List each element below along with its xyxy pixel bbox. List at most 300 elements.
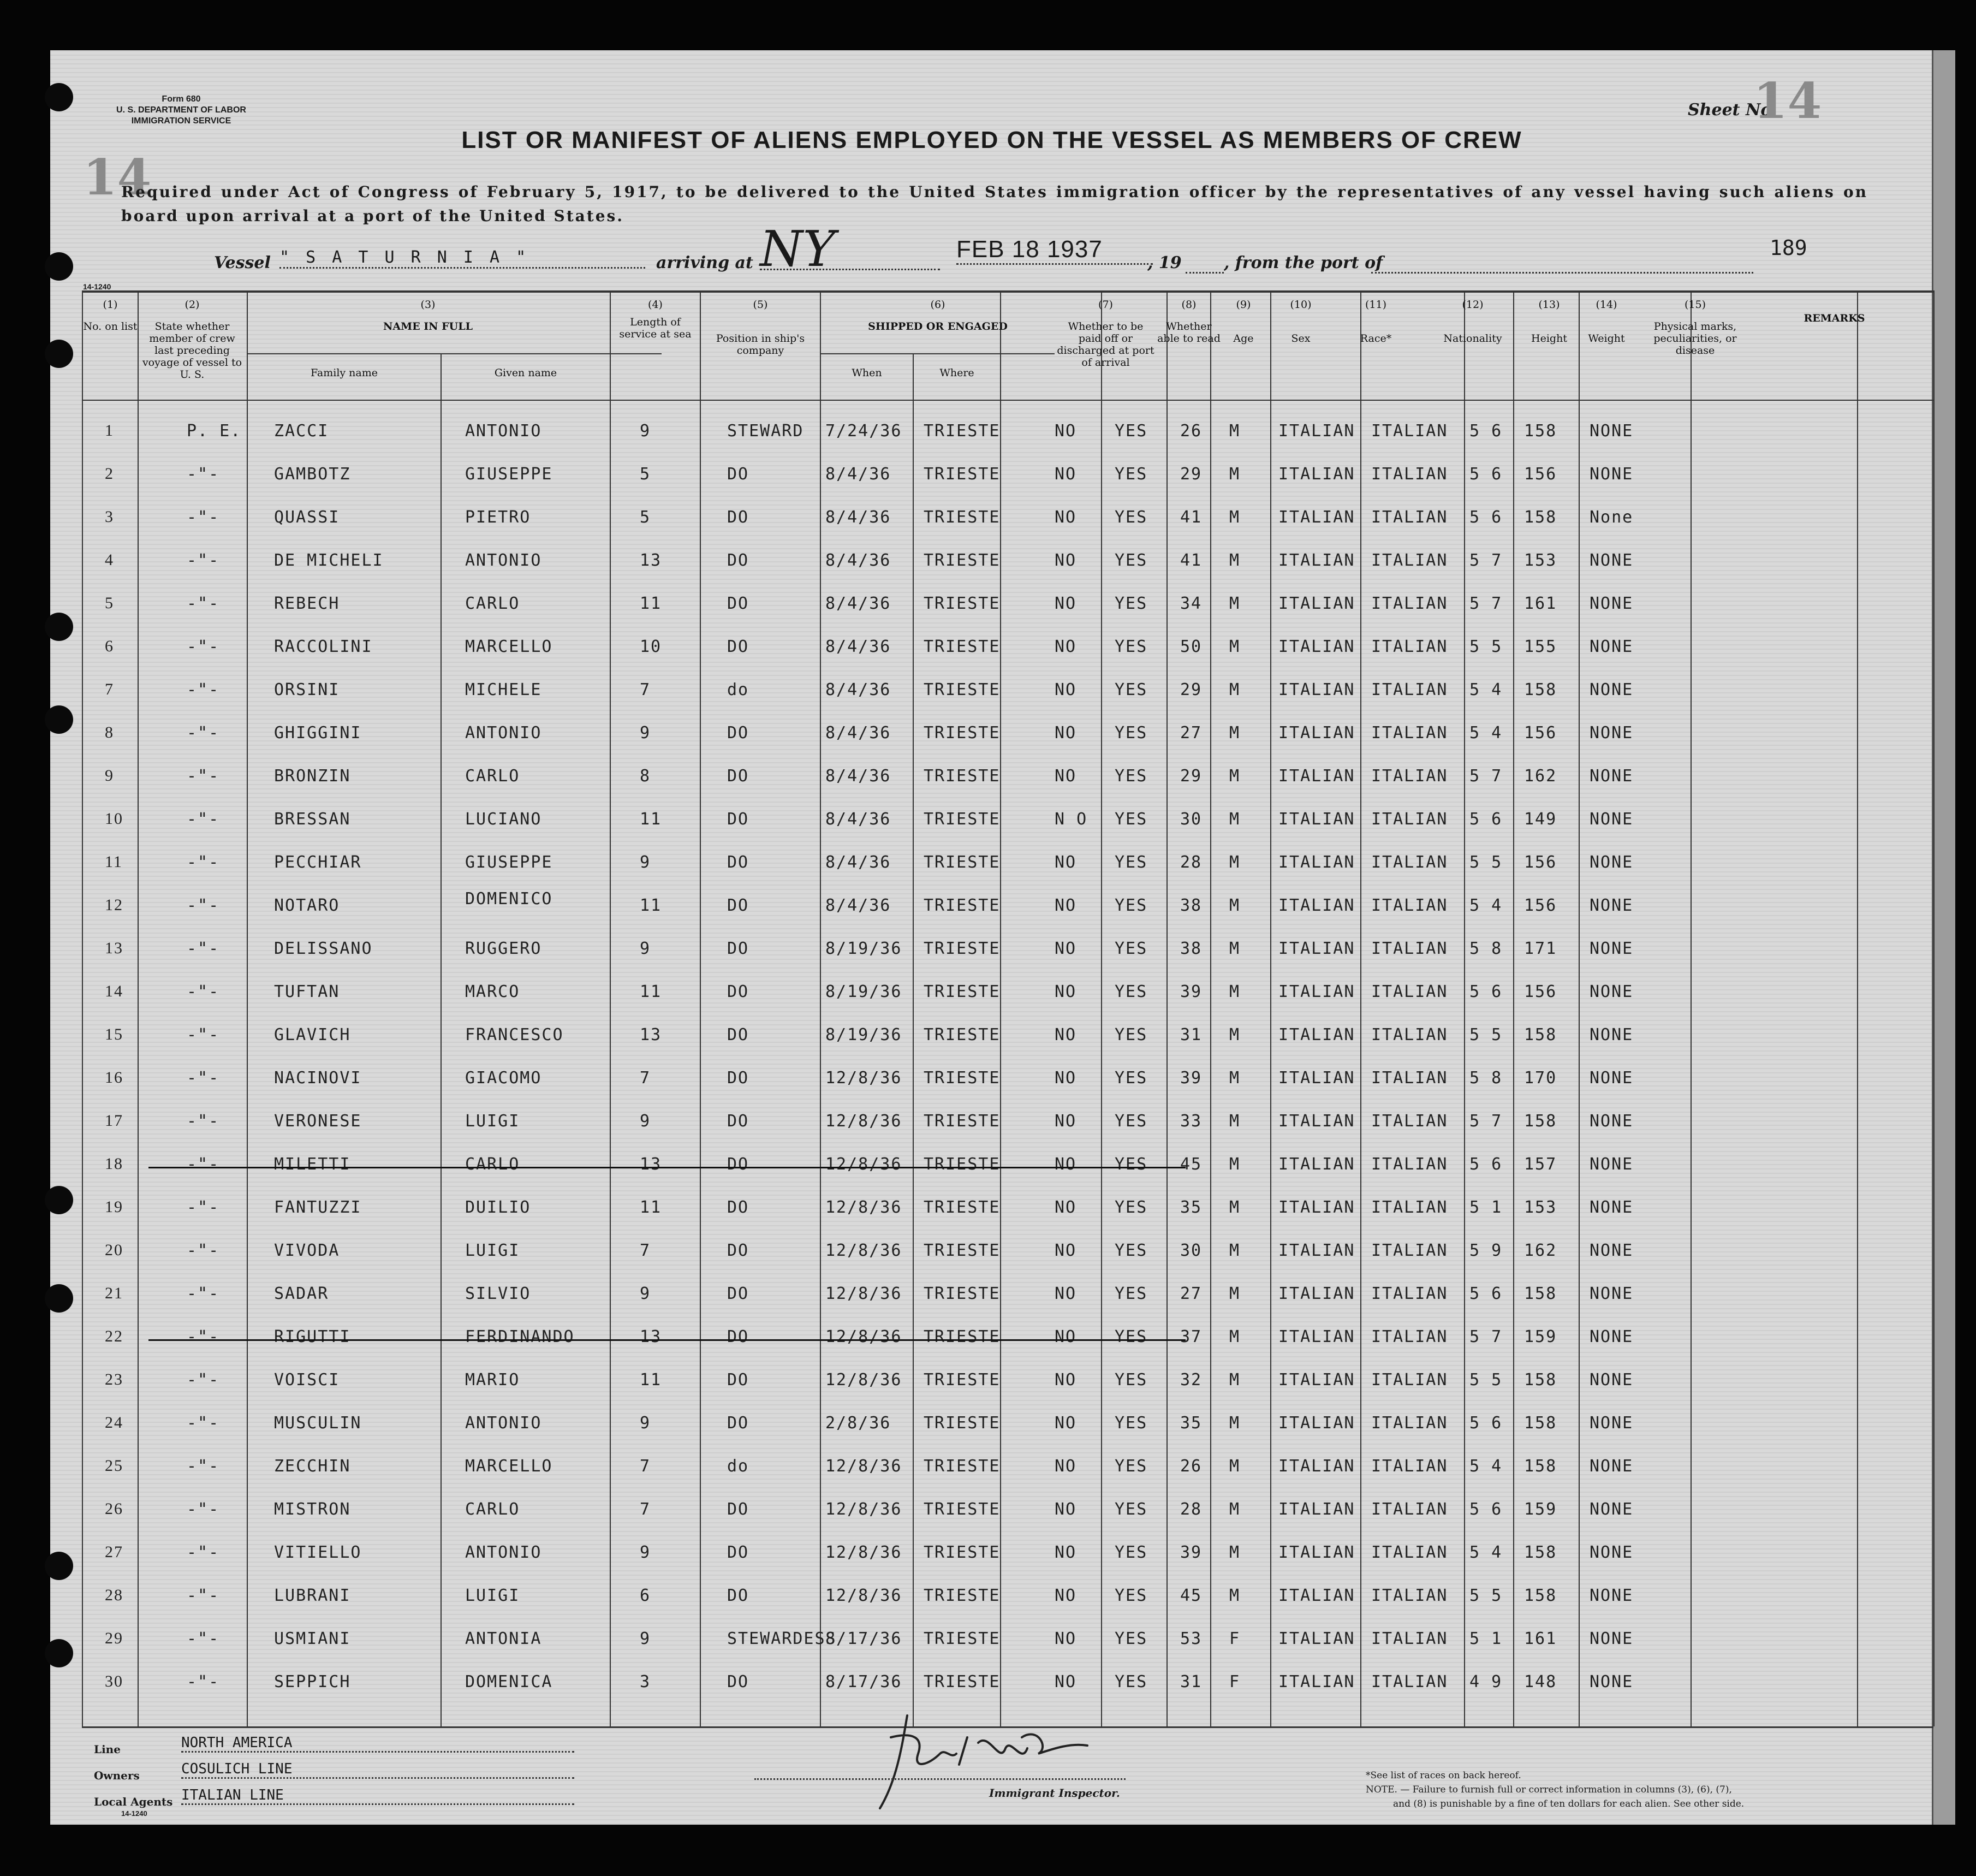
cell-family-name: ORSINI bbox=[274, 680, 340, 699]
cell-length-of-service: 9 bbox=[640, 853, 651, 872]
cell-sex: M bbox=[1229, 637, 1241, 656]
cell-length-of-service: 9 bbox=[640, 939, 651, 958]
cell-able-to-read: YES bbox=[1115, 1327, 1148, 1346]
col-rule bbox=[1857, 290, 1858, 1726]
cell-position: DO bbox=[727, 1112, 749, 1131]
cell-race: ITALIAN bbox=[1278, 551, 1355, 570]
cell-position: DO bbox=[727, 1500, 749, 1519]
col-rule bbox=[1360, 290, 1361, 1726]
cell-row-number: 3 bbox=[105, 508, 114, 526]
cell-row-number: 11 bbox=[105, 853, 123, 871]
cell-length-of-service: 9 bbox=[640, 1112, 651, 1131]
col-header-physical-marks: (15) Physical marks, peculiarities, or disease bbox=[1653, 299, 1737, 357]
cell-given-name: CARLO bbox=[465, 1155, 520, 1174]
cell-race: ITALIAN bbox=[1278, 1327, 1355, 1346]
cell-height: 5 7 bbox=[1469, 1327, 1503, 1346]
cell-physical-marks: None bbox=[1590, 508, 1634, 527]
cell-position: STEWARDESS bbox=[727, 1629, 837, 1648]
races-note: *See list of races on back hereof. bbox=[1366, 1770, 1521, 1781]
cell-able-to-read: YES bbox=[1115, 1672, 1148, 1691]
punch-hole bbox=[45, 705, 73, 734]
cell-sex: F bbox=[1229, 1672, 1241, 1691]
cell-sex: M bbox=[1229, 508, 1241, 527]
cell-shipped-date: 8/17/36 bbox=[825, 1672, 902, 1691]
cell-row-number: 1 bbox=[105, 421, 114, 440]
cell-shipped-port: TRIESTE bbox=[924, 594, 1001, 613]
cell-sex: M bbox=[1229, 1414, 1241, 1433]
col-header-height: (13) Height bbox=[1531, 299, 1567, 345]
cell-able-to-read: YES bbox=[1115, 1414, 1148, 1433]
cell-shipped-date: 8/4/36 bbox=[825, 767, 891, 786]
cell-physical-marks: NONE bbox=[1590, 767, 1634, 786]
col-rule bbox=[1210, 290, 1211, 1726]
cell-shipped-date: 8/4/36 bbox=[825, 465, 891, 484]
cell-sex: M bbox=[1229, 1370, 1241, 1390]
cell-able-to-read: YES bbox=[1115, 1112, 1148, 1131]
cell-family-name: SEPPICH bbox=[274, 1672, 351, 1691]
cell-height: 5 8 bbox=[1469, 1068, 1503, 1088]
year-label: , 19 bbox=[1147, 253, 1182, 272]
cell-race: ITALIAN bbox=[1278, 1025, 1355, 1044]
cell-previous-voyage: -"- bbox=[187, 680, 220, 699]
cell-physical-marks: NONE bbox=[1590, 465, 1634, 484]
cell-paid-off: NO bbox=[1055, 680, 1077, 699]
col-rule bbox=[610, 290, 611, 1726]
punch-hole bbox=[45, 252, 73, 281]
cell-length-of-service: 11 bbox=[640, 1370, 662, 1390]
cell-paid-off: NO bbox=[1055, 637, 1077, 656]
cell-given-name: DOMENICO bbox=[465, 889, 553, 909]
col-rule bbox=[1101, 290, 1102, 1726]
cell-paid-off: NO bbox=[1055, 1457, 1077, 1476]
cell-nationality: ITALIAN bbox=[1371, 1672, 1448, 1691]
cell-shipped-port: TRIESTE bbox=[924, 853, 1001, 872]
cell-able-to-read: YES bbox=[1115, 767, 1148, 786]
cell-able-to-read: YES bbox=[1115, 551, 1148, 570]
cell-sex: M bbox=[1229, 594, 1241, 613]
owners-label: Owners bbox=[94, 1769, 140, 1782]
cell-given-name: LUIGI bbox=[465, 1241, 520, 1260]
cell-previous-voyage: P. E. bbox=[187, 421, 242, 441]
cell-row-number: 27 bbox=[105, 1543, 123, 1561]
cell-previous-voyage: -"- bbox=[187, 1025, 220, 1044]
cell-position: do bbox=[727, 1457, 749, 1476]
cell-physical-marks: NONE bbox=[1590, 1155, 1634, 1174]
cell-position: DO bbox=[727, 465, 749, 484]
cell-shipped-port: TRIESTE bbox=[924, 1112, 1001, 1131]
cell-race: ITALIAN bbox=[1278, 637, 1355, 656]
cell-position: DO bbox=[727, 767, 749, 786]
cell-height: 5 6 bbox=[1469, 1414, 1503, 1433]
cell-shipped-date: 12/8/36 bbox=[825, 1068, 902, 1088]
line-label: Line bbox=[94, 1743, 121, 1756]
form-number: Form 680 bbox=[162, 94, 201, 104]
cell-length-of-service: 11 bbox=[640, 896, 662, 915]
col-header-where: Where bbox=[939, 367, 974, 379]
cell-physical-marks: NONE bbox=[1590, 1414, 1634, 1433]
cell-previous-voyage: -"- bbox=[187, 1155, 220, 1174]
cell-length-of-service: 11 bbox=[640, 982, 662, 1001]
page-title: LIST OR MANIFEST OF ALIENS EMPLOYED ON THE VESSEL AS MEMBERS OF CREW bbox=[461, 127, 1522, 153]
cell-physical-marks: NONE bbox=[1590, 1327, 1634, 1346]
cell-weight: 170 bbox=[1524, 1068, 1557, 1088]
cell-able-to-read: YES bbox=[1115, 723, 1148, 743]
cell-given-name: DUILIO bbox=[465, 1198, 531, 1217]
punch-hole bbox=[45, 613, 73, 641]
cell-shipped-date: 12/8/36 bbox=[825, 1543, 902, 1562]
cell-shipped-date: 8/4/36 bbox=[825, 508, 891, 527]
cell-height: 5 6 bbox=[1469, 1284, 1503, 1303]
cell-paid-off: NO bbox=[1055, 1284, 1077, 1303]
cell-height: 5 6 bbox=[1469, 1155, 1503, 1174]
cell-age: 34 bbox=[1180, 594, 1203, 613]
cell-age: 28 bbox=[1180, 1500, 1203, 1519]
cell-previous-voyage: -"- bbox=[187, 1068, 220, 1088]
cell-height: 5 5 bbox=[1469, 1025, 1503, 1044]
cell-race: ITALIAN bbox=[1278, 1068, 1355, 1088]
cell-position: DO bbox=[727, 810, 749, 829]
cell-weight: 158 bbox=[1524, 421, 1557, 441]
cell-given-name: GIACOMO bbox=[465, 1068, 542, 1088]
cell-nationality: ITALIAN bbox=[1371, 1629, 1448, 1648]
cell-previous-voyage: -"- bbox=[187, 1241, 220, 1260]
cell-race: ITALIAN bbox=[1278, 421, 1355, 441]
cell-age: 29 bbox=[1180, 465, 1203, 484]
cell-family-name: MUSCULIN bbox=[274, 1414, 362, 1433]
cell-given-name: MARCELLO bbox=[465, 637, 553, 656]
col-header-paid-off: (7) Whether to be paid off or discharged at port of arrival bbox=[1057, 299, 1154, 369]
cell-race: ITALIAN bbox=[1278, 465, 1355, 484]
cell-position: DO bbox=[727, 939, 749, 958]
cell-able-to-read: YES bbox=[1115, 421, 1148, 441]
cell-position: DO bbox=[727, 1198, 749, 1217]
cell-weight: 156 bbox=[1524, 896, 1557, 915]
cell-given-name: ANTONIO bbox=[465, 723, 542, 743]
cell-nationality: ITALIAN bbox=[1371, 1370, 1448, 1390]
cell-sex: M bbox=[1229, 982, 1241, 1001]
cell-race: ITALIAN bbox=[1278, 508, 1355, 527]
cell-paid-off: NO bbox=[1055, 421, 1077, 441]
cell-length-of-service: 10 bbox=[640, 637, 662, 656]
header-rule bbox=[82, 400, 1933, 401]
cell-height: 5 7 bbox=[1469, 767, 1503, 786]
cell-physical-marks: NONE bbox=[1590, 810, 1634, 829]
cell-age: 28 bbox=[1180, 853, 1203, 872]
cell-nationality: ITALIAN bbox=[1371, 551, 1448, 570]
cell-race: ITALIAN bbox=[1278, 939, 1355, 958]
col-rule bbox=[1691, 290, 1692, 1726]
name-subheader-rule bbox=[247, 353, 662, 354]
cell-previous-voyage: -"- bbox=[187, 1543, 220, 1562]
cell-nationality: ITALIAN bbox=[1371, 1586, 1448, 1605]
strike-through-line bbox=[148, 1339, 1186, 1341]
cell-nationality: ITALIAN bbox=[1371, 1112, 1448, 1131]
cell-family-name: DE MICHELI bbox=[274, 551, 384, 570]
cell-nationality: ITALIAN bbox=[1371, 1198, 1448, 1217]
cell-height: 5 5 bbox=[1469, 1586, 1503, 1605]
cell-shipped-port: TRIESTE bbox=[924, 1629, 1001, 1648]
cell-shipped-date: 12/8/36 bbox=[825, 1327, 902, 1346]
col-header-position: (5) Position in ship's company bbox=[716, 299, 805, 357]
col-rule bbox=[1270, 290, 1271, 1726]
cell-shipped-port: TRIESTE bbox=[924, 680, 1001, 699]
cell-nationality: ITALIAN bbox=[1371, 1241, 1448, 1260]
cell-sex: M bbox=[1229, 1500, 1241, 1519]
cell-row-number: 22 bbox=[105, 1327, 123, 1345]
cell-row-number: 4 bbox=[105, 551, 114, 569]
cell-given-name: MARCELLO bbox=[465, 1457, 553, 1476]
cell-length-of-service: 8 bbox=[640, 767, 651, 786]
cell-weight: 153 bbox=[1524, 1198, 1557, 1217]
cell-age: 41 bbox=[1180, 551, 1203, 570]
cell-shipped-port: TRIESTE bbox=[924, 1327, 1001, 1346]
sheet-number: 14 bbox=[1753, 72, 1822, 130]
cell-previous-voyage: -"- bbox=[187, 896, 220, 915]
cell-race: ITALIAN bbox=[1278, 1629, 1355, 1648]
cell-nationality: ITALIAN bbox=[1371, 637, 1448, 656]
cell-row-number: 12 bbox=[105, 896, 123, 914]
cell-able-to-read: YES bbox=[1115, 1500, 1148, 1519]
cell-shipped-port: TRIESTE bbox=[924, 1543, 1001, 1562]
col-header-age: (9) Age bbox=[1233, 299, 1254, 345]
cell-height: 5 8 bbox=[1469, 939, 1503, 958]
cell-able-to-read: YES bbox=[1115, 1198, 1148, 1217]
page-reference-number: 189 bbox=[1770, 236, 1807, 260]
cell-weight: 158 bbox=[1524, 1414, 1557, 1433]
arriving-port: NY bbox=[760, 230, 940, 270]
cell-weight: 161 bbox=[1524, 1629, 1557, 1648]
owners-value: COSULICH LINE bbox=[181, 1761, 574, 1779]
cell-paid-off: NO bbox=[1055, 896, 1077, 915]
cell-nationality: ITALIAN bbox=[1371, 421, 1448, 441]
punch-hole bbox=[45, 1186, 73, 1214]
col-rule bbox=[82, 290, 83, 1726]
cell-shipped-port: TRIESTE bbox=[924, 551, 1001, 570]
cell-height: 5 1 bbox=[1469, 1198, 1503, 1217]
cell-family-name: TUFTAN bbox=[274, 982, 340, 1001]
cell-length-of-service: 9 bbox=[640, 1414, 651, 1433]
cell-height: 5 4 bbox=[1469, 723, 1503, 743]
cell-race: ITALIAN bbox=[1278, 1672, 1355, 1691]
cell-position: DO bbox=[727, 1543, 749, 1562]
cell-given-name: ANTONIA bbox=[465, 1629, 542, 1648]
cell-row-number: 25 bbox=[105, 1457, 123, 1475]
col-rule bbox=[1513, 290, 1514, 1726]
agents-label: Local Agents bbox=[94, 1795, 173, 1808]
cell-length-of-service: 11 bbox=[640, 1198, 662, 1217]
cell-row-number: 2 bbox=[105, 465, 114, 483]
col-rule bbox=[247, 290, 248, 1726]
cell-height: 5 6 bbox=[1469, 1500, 1503, 1519]
cell-age: 39 bbox=[1180, 1543, 1203, 1562]
cell-physical-marks: NONE bbox=[1590, 1543, 1634, 1562]
cell-nationality: ITALIAN bbox=[1371, 1457, 1448, 1476]
cell-height: 5 4 bbox=[1469, 896, 1503, 915]
arriving-label: arriving at bbox=[656, 253, 753, 272]
cell-paid-off: NO bbox=[1055, 853, 1077, 872]
cell-given-name: LUCIANO bbox=[465, 810, 542, 829]
col-header-sex: (10) Sex bbox=[1290, 299, 1312, 345]
cell-row-number: 10 bbox=[105, 810, 123, 828]
col-header-name: (3) NAME IN FULL bbox=[383, 299, 473, 333]
page-edge bbox=[1932, 50, 1955, 1825]
cell-row-number: 29 bbox=[105, 1629, 123, 1647]
cell-paid-off: NO bbox=[1055, 1543, 1077, 1562]
cell-row-number: 6 bbox=[105, 637, 114, 655]
cell-sex: M bbox=[1229, 421, 1241, 441]
cell-row-number: 30 bbox=[105, 1672, 123, 1690]
cell-able-to-read: YES bbox=[1115, 1586, 1148, 1605]
cell-weight: 156 bbox=[1524, 853, 1557, 872]
cell-length-of-service: 3 bbox=[640, 1672, 651, 1691]
cell-physical-marks: NONE bbox=[1590, 637, 1634, 656]
cell-paid-off: NO bbox=[1055, 723, 1077, 743]
cell-family-name: NACINOVI bbox=[274, 1068, 362, 1088]
cell-sex: M bbox=[1229, 1543, 1241, 1562]
cell-shipped-port: TRIESTE bbox=[924, 1284, 1001, 1303]
cell-shipped-date: 12/8/36 bbox=[825, 1241, 902, 1260]
cell-age: 39 bbox=[1180, 982, 1203, 1001]
cell-race: ITALIAN bbox=[1278, 680, 1355, 699]
cell-shipped-port: TRIESTE bbox=[924, 1500, 1001, 1519]
cell-given-name: MARCO bbox=[465, 982, 520, 1001]
cell-race: ITALIAN bbox=[1278, 853, 1355, 872]
cell-paid-off: NO bbox=[1055, 594, 1077, 613]
cell-shipped-port: TRIESTE bbox=[924, 939, 1001, 958]
col-rule bbox=[1166, 290, 1168, 1726]
cell-shipped-port: TRIESTE bbox=[924, 1414, 1001, 1433]
cell-family-name: ZACCI bbox=[274, 421, 329, 441]
cell-able-to-read: YES bbox=[1115, 1284, 1148, 1303]
strike-through-line bbox=[148, 1167, 1186, 1168]
cell-family-name: PECCHIAR bbox=[274, 853, 362, 872]
cell-weight: 156 bbox=[1524, 465, 1557, 484]
cell-given-name: CARLO bbox=[465, 594, 520, 613]
cell-age: 29 bbox=[1180, 767, 1203, 786]
cell-race: ITALIAN bbox=[1278, 1370, 1355, 1390]
cell-paid-off: NO bbox=[1055, 1155, 1077, 1174]
service-name: IMMIGRATION SERVICE bbox=[131, 116, 231, 126]
cell-age: 41 bbox=[1180, 508, 1203, 527]
cell-length-of-service: 5 bbox=[640, 508, 651, 527]
col-header-race: (11) Race* bbox=[1360, 299, 1392, 345]
cell-paid-off: NO bbox=[1055, 1025, 1077, 1044]
cell-paid-off: NO bbox=[1055, 939, 1077, 958]
cell-sex: M bbox=[1229, 1586, 1241, 1605]
cell-position: DO bbox=[727, 982, 749, 1001]
col-rule bbox=[138, 290, 139, 1726]
col-header-service: (4) Length of service at sea bbox=[619, 299, 692, 340]
cell-length-of-service: 7 bbox=[640, 1457, 651, 1476]
cell-given-name: GIUSEPPE bbox=[465, 853, 553, 872]
cell-paid-off: NO bbox=[1055, 465, 1077, 484]
cell-row-number: 19 bbox=[105, 1198, 123, 1216]
cell-sex: M bbox=[1229, 1155, 1241, 1174]
cell-nationality: ITALIAN bbox=[1371, 982, 1448, 1001]
cell-shipped-port: TRIESTE bbox=[924, 1198, 1001, 1217]
cell-paid-off: NO bbox=[1055, 1586, 1077, 1605]
cell-shipped-date: 8/19/36 bbox=[825, 982, 902, 1001]
cell-family-name: BRONZIN bbox=[274, 767, 351, 786]
cell-height: 5 4 bbox=[1469, 1457, 1503, 1476]
cell-age: 37 bbox=[1180, 1327, 1203, 1346]
cell-nationality: ITALIAN bbox=[1371, 896, 1448, 915]
cell-previous-voyage: -"- bbox=[187, 1629, 220, 1648]
page-subtitle: Required under Act of Congress of February 5, 1917, to be delivered to the United States immigration officer by the representatives of any vessel having such aliens on board upon arrival at a port of the United States. bbox=[121, 183, 1868, 225]
cell-previous-voyage: -"- bbox=[187, 508, 220, 527]
date-stamp: FEB 18 1937 bbox=[956, 236, 1153, 265]
cell-nationality: ITALIAN bbox=[1371, 1414, 1448, 1433]
cell-able-to-read: YES bbox=[1115, 853, 1148, 872]
cell-length-of-service: 7 bbox=[640, 1500, 651, 1519]
cell-shipped-date: 12/8/36 bbox=[825, 1112, 902, 1131]
cell-row-number: 28 bbox=[105, 1586, 123, 1604]
cell-height: 5 4 bbox=[1469, 1543, 1503, 1562]
cell-family-name: SADAR bbox=[274, 1284, 329, 1303]
cell-length-of-service: 9 bbox=[640, 1543, 651, 1562]
cell-sex: M bbox=[1229, 853, 1241, 872]
cell-physical-marks: NONE bbox=[1590, 551, 1634, 570]
cell-given-name: ANTONIO bbox=[465, 1543, 542, 1562]
cell-age: 39 bbox=[1180, 1068, 1203, 1088]
cell-previous-voyage: -"- bbox=[187, 767, 220, 786]
cell-family-name: DELISSANO bbox=[274, 939, 373, 958]
col-rule bbox=[700, 290, 701, 1726]
penalty-note-line2: and (8) is punishable by a fine of ten dollars for each alien. See other side. bbox=[1393, 1798, 1745, 1809]
cell-age: 31 bbox=[1180, 1672, 1203, 1691]
cell-able-to-read: YES bbox=[1115, 1543, 1148, 1562]
cell-sex: M bbox=[1229, 1457, 1241, 1476]
cell-given-name: ANTONIO bbox=[465, 421, 542, 441]
cell-row-number: 26 bbox=[105, 1500, 123, 1518]
cell-physical-marks: NONE bbox=[1590, 1198, 1634, 1217]
cell-weight: 158 bbox=[1524, 508, 1557, 527]
cell-length-of-service: 5 bbox=[640, 465, 651, 484]
cell-shipped-port: TRIESTE bbox=[924, 810, 1001, 829]
cell-shipped-date: 8/4/36 bbox=[825, 680, 891, 699]
cell-weight: 153 bbox=[1524, 551, 1557, 570]
form-header-block bbox=[88, 94, 274, 127]
cell-height: 5 7 bbox=[1469, 551, 1503, 570]
cell-shipped-port: TRIESTE bbox=[924, 465, 1001, 484]
cell-shipped-date: 12/8/36 bbox=[825, 1457, 902, 1476]
cell-position: DO bbox=[727, 1068, 749, 1088]
cell-family-name: MISTRON bbox=[274, 1500, 351, 1519]
cell-weight: 158 bbox=[1524, 1112, 1557, 1131]
cell-paid-off: NO bbox=[1055, 508, 1077, 527]
cell-position: DO bbox=[727, 637, 749, 656]
cell-sex: M bbox=[1229, 551, 1241, 570]
cell-previous-voyage: -"- bbox=[187, 1672, 220, 1691]
manifest-page bbox=[50, 50, 1933, 1825]
cell-paid-off: NO bbox=[1055, 982, 1077, 1001]
cell-paid-off: NO bbox=[1055, 1629, 1077, 1648]
col-rule bbox=[913, 353, 914, 1726]
cell-given-name: MICHELE bbox=[465, 680, 542, 699]
cell-weight: 158 bbox=[1524, 1586, 1557, 1605]
cell-age: 33 bbox=[1180, 1112, 1203, 1131]
cell-able-to-read: YES bbox=[1115, 1155, 1148, 1174]
cell-weight: 156 bbox=[1524, 982, 1557, 1001]
cell-height: 5 5 bbox=[1469, 1370, 1503, 1390]
cell-row-number: 14 bbox=[105, 982, 123, 1000]
cell-sex: M bbox=[1229, 939, 1241, 958]
cell-weight: 158 bbox=[1524, 680, 1557, 699]
cell-position: DO bbox=[727, 594, 749, 613]
cell-nationality: ITALIAN bbox=[1371, 939, 1448, 958]
cell-shipped-port: TRIESTE bbox=[924, 1457, 1001, 1476]
cell-race: ITALIAN bbox=[1278, 1112, 1355, 1131]
